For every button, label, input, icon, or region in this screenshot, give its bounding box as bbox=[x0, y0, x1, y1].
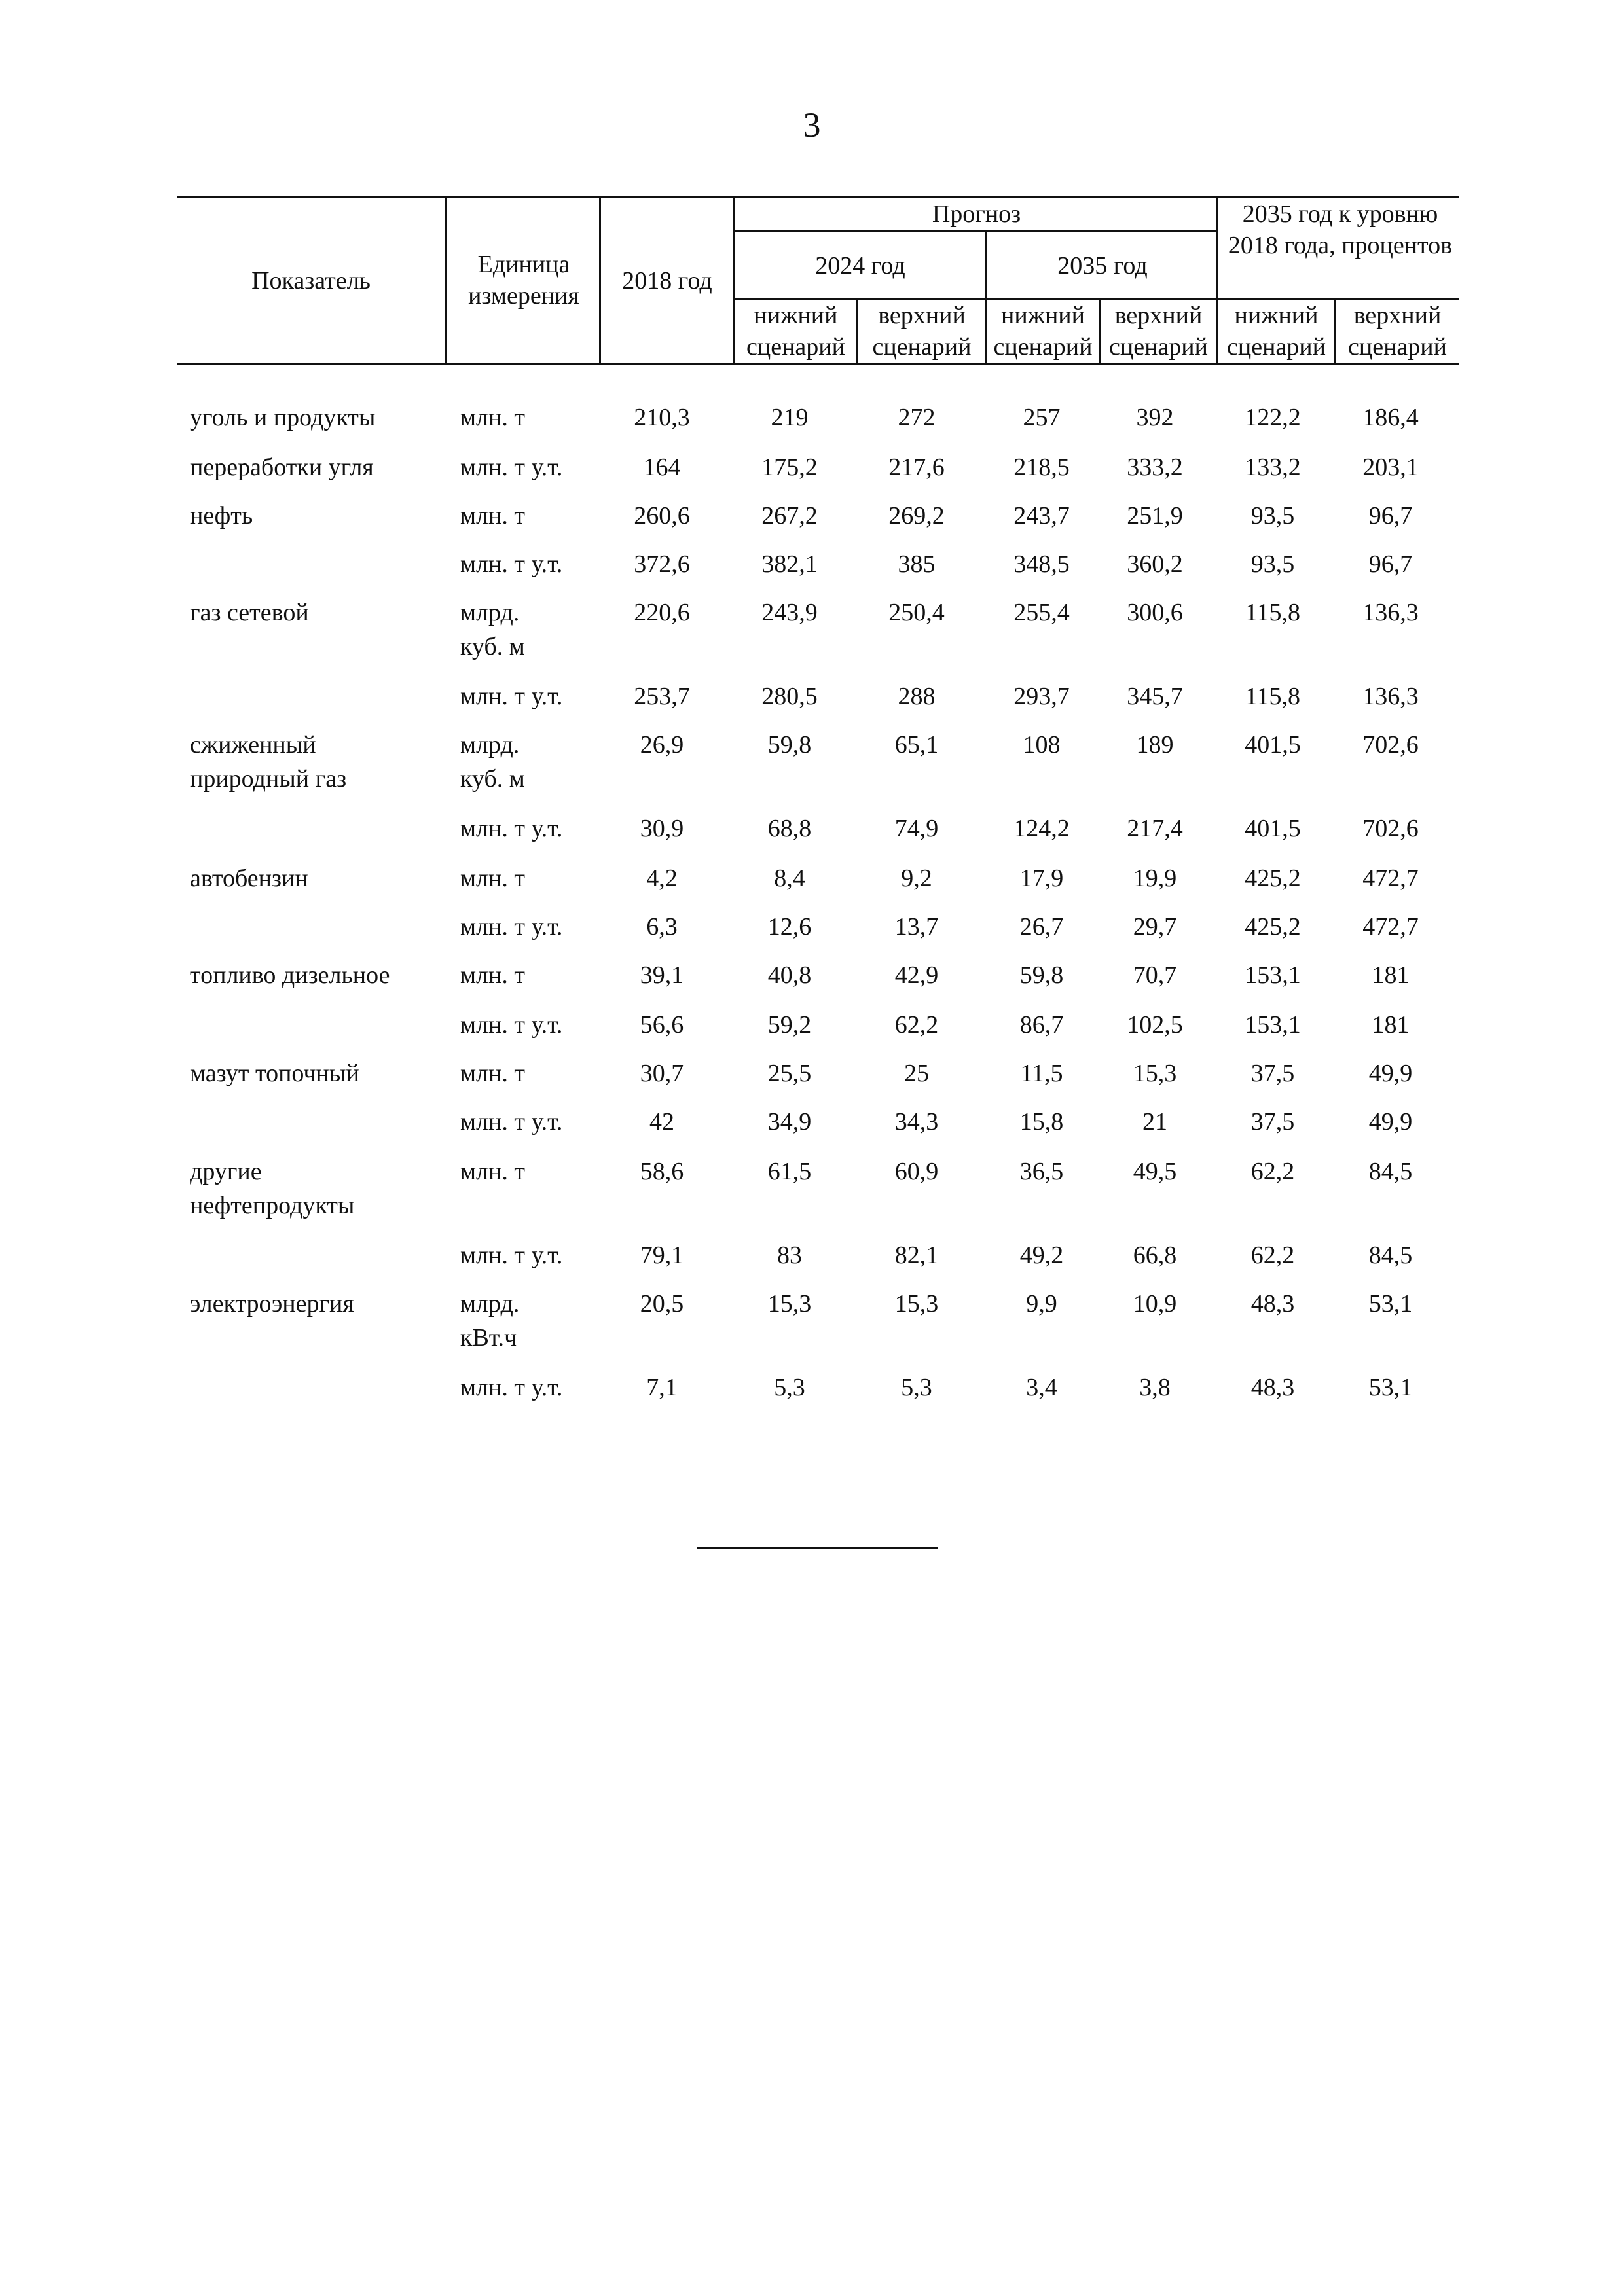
forecast-rule bbox=[733, 230, 1218, 232]
row-value: 25 bbox=[904, 1060, 929, 1087]
row-value: 74,9 bbox=[894, 815, 939, 842]
subheader-high-scenario bbox=[1336, 300, 1459, 363]
row-value: 392 bbox=[1136, 404, 1174, 431]
row-value: 26,7 bbox=[1019, 913, 1064, 941]
row-value: 269,2 bbox=[888, 502, 945, 529]
row-value: 164 bbox=[643, 454, 681, 481]
row-value: 49,5 bbox=[1133, 1158, 1177, 1185]
row-unit: млн. т bbox=[460, 404, 525, 431]
row-value: 401,5 bbox=[1245, 731, 1301, 759]
row-value: 40,8 bbox=[767, 961, 812, 989]
row-value: 702,6 bbox=[1362, 731, 1419, 759]
row-value: 345,7 bbox=[1127, 683, 1183, 710]
row-unit: млн. т bbox=[460, 865, 525, 892]
header-indicator: Показатель bbox=[251, 267, 371, 295]
row-value: 49,2 bbox=[1019, 1242, 1064, 1269]
row-unit: млрд. куб. м bbox=[460, 731, 525, 793]
row-value: 333,2 bbox=[1127, 454, 1183, 481]
row-label: газ сетевой bbox=[190, 599, 309, 626]
row-value: 217,6 bbox=[888, 454, 945, 481]
row-label: переработки угля bbox=[190, 454, 374, 481]
row-value: 49,9 bbox=[1368, 1060, 1413, 1087]
row-value: 62,2 bbox=[1250, 1158, 1295, 1185]
row-value: 153,1 bbox=[1245, 1011, 1301, 1039]
row-value: 15,8 bbox=[1019, 1108, 1064, 1136]
row-label: сжиженный природный газ bbox=[190, 731, 347, 793]
row-value: 13,7 bbox=[894, 913, 939, 941]
row-value: 65,1 bbox=[894, 731, 939, 759]
row-value: 15,3 bbox=[894, 1290, 939, 1318]
row-value: 12,6 bbox=[767, 913, 812, 941]
row-value: 3,4 bbox=[1026, 1374, 1057, 1401]
row-value: 189 bbox=[1136, 731, 1174, 759]
row-value: 17,9 bbox=[1019, 865, 1064, 892]
row-value: 472,7 bbox=[1362, 865, 1419, 892]
row-value: 218,5 bbox=[1013, 454, 1070, 481]
row-value: 96,7 bbox=[1368, 550, 1413, 578]
row-value: 25,5 bbox=[767, 1060, 812, 1087]
row-value: 96,7 bbox=[1368, 502, 1413, 529]
subheader-line1: нижний bbox=[754, 302, 838, 329]
row-value: 53,1 bbox=[1368, 1290, 1413, 1318]
row-value: 36,5 bbox=[1019, 1158, 1064, 1185]
row-value: 82,1 bbox=[894, 1242, 939, 1269]
row-label: топливо дизельное bbox=[190, 961, 390, 989]
subheader-line2: сценарий bbox=[1348, 333, 1447, 361]
col-divider-1 bbox=[445, 196, 447, 365]
subheader-line2: сценарий bbox=[1109, 333, 1208, 361]
row-value: 9,9 bbox=[1026, 1290, 1057, 1318]
row-value: 20,5 bbox=[640, 1290, 684, 1318]
row-value: 124,2 bbox=[1013, 815, 1070, 842]
row-value: 136,3 bbox=[1362, 599, 1419, 626]
end-rule bbox=[697, 1547, 938, 1549]
row-value: 280,5 bbox=[761, 683, 818, 710]
row-value: 30,7 bbox=[640, 1060, 684, 1087]
row-value: 181 bbox=[1372, 961, 1410, 989]
subheader-line2: сценарий bbox=[872, 333, 972, 361]
row-value: 66,8 bbox=[1133, 1242, 1177, 1269]
row-value: 250,4 bbox=[888, 599, 945, 626]
row-value: 15,3 bbox=[767, 1290, 812, 1318]
subheader-line1: нижний bbox=[1001, 302, 1085, 329]
row-value: 37,5 bbox=[1250, 1108, 1295, 1136]
subheader-line1: верхний bbox=[1353, 302, 1442, 329]
row-value: 70,7 bbox=[1133, 961, 1177, 989]
row-value: 425,2 bbox=[1245, 913, 1301, 941]
subheader-line2: сценарий bbox=[1227, 333, 1326, 361]
row-value: 59,2 bbox=[767, 1011, 812, 1039]
row-value: 62,2 bbox=[1250, 1242, 1295, 1269]
row-unit: млн. т у.т. bbox=[460, 1242, 563, 1269]
row-value: 30,9 bbox=[640, 815, 684, 842]
row-unit: млн. т у.т. bbox=[460, 913, 563, 941]
subheader-low-scenario bbox=[1218, 300, 1334, 363]
subheader-line1: верхний bbox=[1114, 302, 1203, 329]
row-value: 385 bbox=[898, 550, 936, 578]
row-value: 56,6 bbox=[640, 1011, 684, 1039]
row-value: 26,9 bbox=[640, 731, 684, 759]
row-value: 8,4 bbox=[774, 865, 805, 892]
header-forecast: Прогноз bbox=[932, 200, 1021, 228]
row-value: 203,1 bbox=[1362, 454, 1419, 481]
row-value: 10,9 bbox=[1133, 1290, 1177, 1318]
row-unit: млн. т у.т. bbox=[460, 550, 563, 578]
row-value: 6,3 bbox=[646, 913, 678, 941]
header-2024: 2024 год bbox=[815, 252, 905, 279]
row-value: 108 bbox=[1023, 731, 1061, 759]
row-value: 39,1 bbox=[640, 961, 684, 989]
row-unit: млн. т у.т. bbox=[460, 683, 563, 710]
header-unit: Единица измерения bbox=[468, 251, 579, 310]
row-value: 84,5 bbox=[1368, 1242, 1413, 1269]
row-value: 288 bbox=[898, 683, 936, 710]
row-unit: млн. т у.т. bbox=[460, 1011, 563, 1039]
row-unit: млн. т у.т. bbox=[460, 815, 563, 842]
row-value: 217,4 bbox=[1127, 815, 1183, 842]
row-value: 62,2 bbox=[894, 1011, 939, 1039]
row-value: 58,6 bbox=[640, 1158, 684, 1185]
row-value: 79,1 bbox=[640, 1242, 684, 1269]
row-value: 83 bbox=[777, 1242, 802, 1269]
row-value: 267,2 bbox=[761, 502, 818, 529]
row-unit: млн. т bbox=[460, 1158, 525, 1185]
row-value: 175,2 bbox=[761, 454, 818, 481]
row-value: 4,2 bbox=[646, 865, 678, 892]
row-value: 425,2 bbox=[1245, 865, 1301, 892]
subheader-line2: сценарий bbox=[746, 333, 845, 361]
row-value: 29,7 bbox=[1133, 913, 1177, 941]
subheader-line1: верхний bbox=[878, 302, 966, 329]
row-value: 153,1 bbox=[1245, 961, 1301, 989]
row-value: 133,2 bbox=[1245, 454, 1301, 481]
row-value: 253,7 bbox=[634, 683, 690, 710]
row-value: 401,5 bbox=[1245, 815, 1301, 842]
row-value: 48,3 bbox=[1250, 1290, 1295, 1318]
row-value: 15,3 bbox=[1133, 1060, 1177, 1087]
row-unit: млн. т у.т. bbox=[460, 1374, 563, 1401]
row-value: 210,3 bbox=[634, 404, 690, 431]
subheader-low-scenario bbox=[987, 300, 1099, 363]
row-value: 11,5 bbox=[1020, 1060, 1063, 1087]
row-label: электроэнергия bbox=[190, 1290, 354, 1318]
row-label: нефть bbox=[190, 502, 253, 529]
subheader-low-scenario bbox=[735, 300, 856, 363]
row-value: 293,7 bbox=[1013, 683, 1070, 710]
subheader-high-scenario bbox=[1101, 300, 1216, 363]
row-value: 7,1 bbox=[646, 1374, 678, 1401]
row-unit: млн. т у.т. bbox=[460, 1108, 563, 1136]
row-value: 42 bbox=[649, 1108, 674, 1136]
row-value: 86,7 bbox=[1019, 1011, 1064, 1039]
row-value: 59,8 bbox=[767, 731, 812, 759]
subheader-high-scenario bbox=[858, 300, 985, 363]
row-unit: млрд. куб. м bbox=[460, 599, 525, 660]
row-value: 21 bbox=[1142, 1108, 1167, 1136]
row-value: 219 bbox=[771, 404, 809, 431]
row-value: 34,3 bbox=[894, 1108, 939, 1136]
subheader-line2: сценарий bbox=[993, 333, 1093, 361]
row-value: 251,9 bbox=[1127, 502, 1183, 529]
header-2018: 2018 год bbox=[622, 267, 712, 295]
row-value: 260,6 bbox=[634, 502, 690, 529]
row-unit: млн. т bbox=[460, 961, 525, 989]
row-value: 272 bbox=[898, 404, 936, 431]
row-value: 60,9 bbox=[894, 1158, 939, 1185]
header-2035: 2035 год bbox=[1057, 252, 1148, 279]
row-label: мазут топочный bbox=[190, 1060, 359, 1087]
row-value: 372,6 bbox=[634, 550, 690, 578]
row-unit: млн. т bbox=[460, 1060, 525, 1087]
row-value: 48,3 bbox=[1250, 1374, 1295, 1401]
row-value: 68,8 bbox=[767, 815, 812, 842]
row-value: 53,1 bbox=[1368, 1374, 1413, 1401]
row-value: 122,2 bbox=[1245, 404, 1301, 431]
row-label: другие нефтепродукты bbox=[190, 1158, 355, 1219]
row-value: 102,5 bbox=[1127, 1011, 1183, 1039]
row-value: 93,5 bbox=[1250, 550, 1295, 578]
row-value: 5,3 bbox=[774, 1374, 805, 1401]
row-value: 702,6 bbox=[1362, 815, 1419, 842]
page-number: 3 bbox=[803, 105, 821, 145]
row-value: 257 bbox=[1023, 404, 1061, 431]
row-value: 243,9 bbox=[761, 599, 818, 626]
row-value: 37,5 bbox=[1250, 1060, 1295, 1087]
row-value: 93,5 bbox=[1250, 502, 1295, 529]
row-value: 3,8 bbox=[1139, 1374, 1171, 1401]
row-value: 59,8 bbox=[1019, 961, 1064, 989]
row-unit: млрд. кВт.ч bbox=[460, 1290, 520, 1352]
row-value: 19,9 bbox=[1133, 865, 1177, 892]
row-value: 181 bbox=[1372, 1011, 1410, 1039]
row-value: 243,7 bbox=[1013, 502, 1070, 529]
row-value: 382,1 bbox=[761, 550, 818, 578]
row-unit: млн. т bbox=[460, 502, 525, 529]
header-ratio: 2035 год к уровню 2018 года, процентов bbox=[1228, 200, 1453, 259]
row-unit: млн. т у.т. bbox=[460, 454, 563, 481]
row-value: 472,7 bbox=[1362, 913, 1419, 941]
row-value: 348,5 bbox=[1013, 550, 1070, 578]
row-value: 136,3 bbox=[1362, 683, 1419, 710]
row-value: 34,9 bbox=[767, 1108, 812, 1136]
subheader-line1: нижний bbox=[1234, 302, 1319, 329]
header-bottom-rule bbox=[177, 363, 1459, 365]
row-value: 5,3 bbox=[901, 1374, 932, 1401]
row-value: 61,5 bbox=[767, 1158, 812, 1185]
row-value: 255,4 bbox=[1013, 599, 1070, 626]
row-value: 9,2 bbox=[901, 865, 932, 892]
row-value: 49,9 bbox=[1368, 1108, 1413, 1136]
row-value: 84,5 bbox=[1368, 1158, 1413, 1185]
row-value: 186,4 bbox=[1362, 404, 1419, 431]
row-value: 115,8 bbox=[1245, 599, 1301, 626]
row-value: 42,9 bbox=[894, 961, 939, 989]
row-label: уголь и продукты bbox=[190, 404, 376, 431]
row-label: автобензин bbox=[190, 865, 308, 892]
row-value: 220,6 bbox=[634, 599, 690, 626]
row-value: 115,8 bbox=[1245, 683, 1301, 710]
row-value: 360,2 bbox=[1127, 550, 1183, 578]
row-value: 300,6 bbox=[1127, 599, 1183, 626]
